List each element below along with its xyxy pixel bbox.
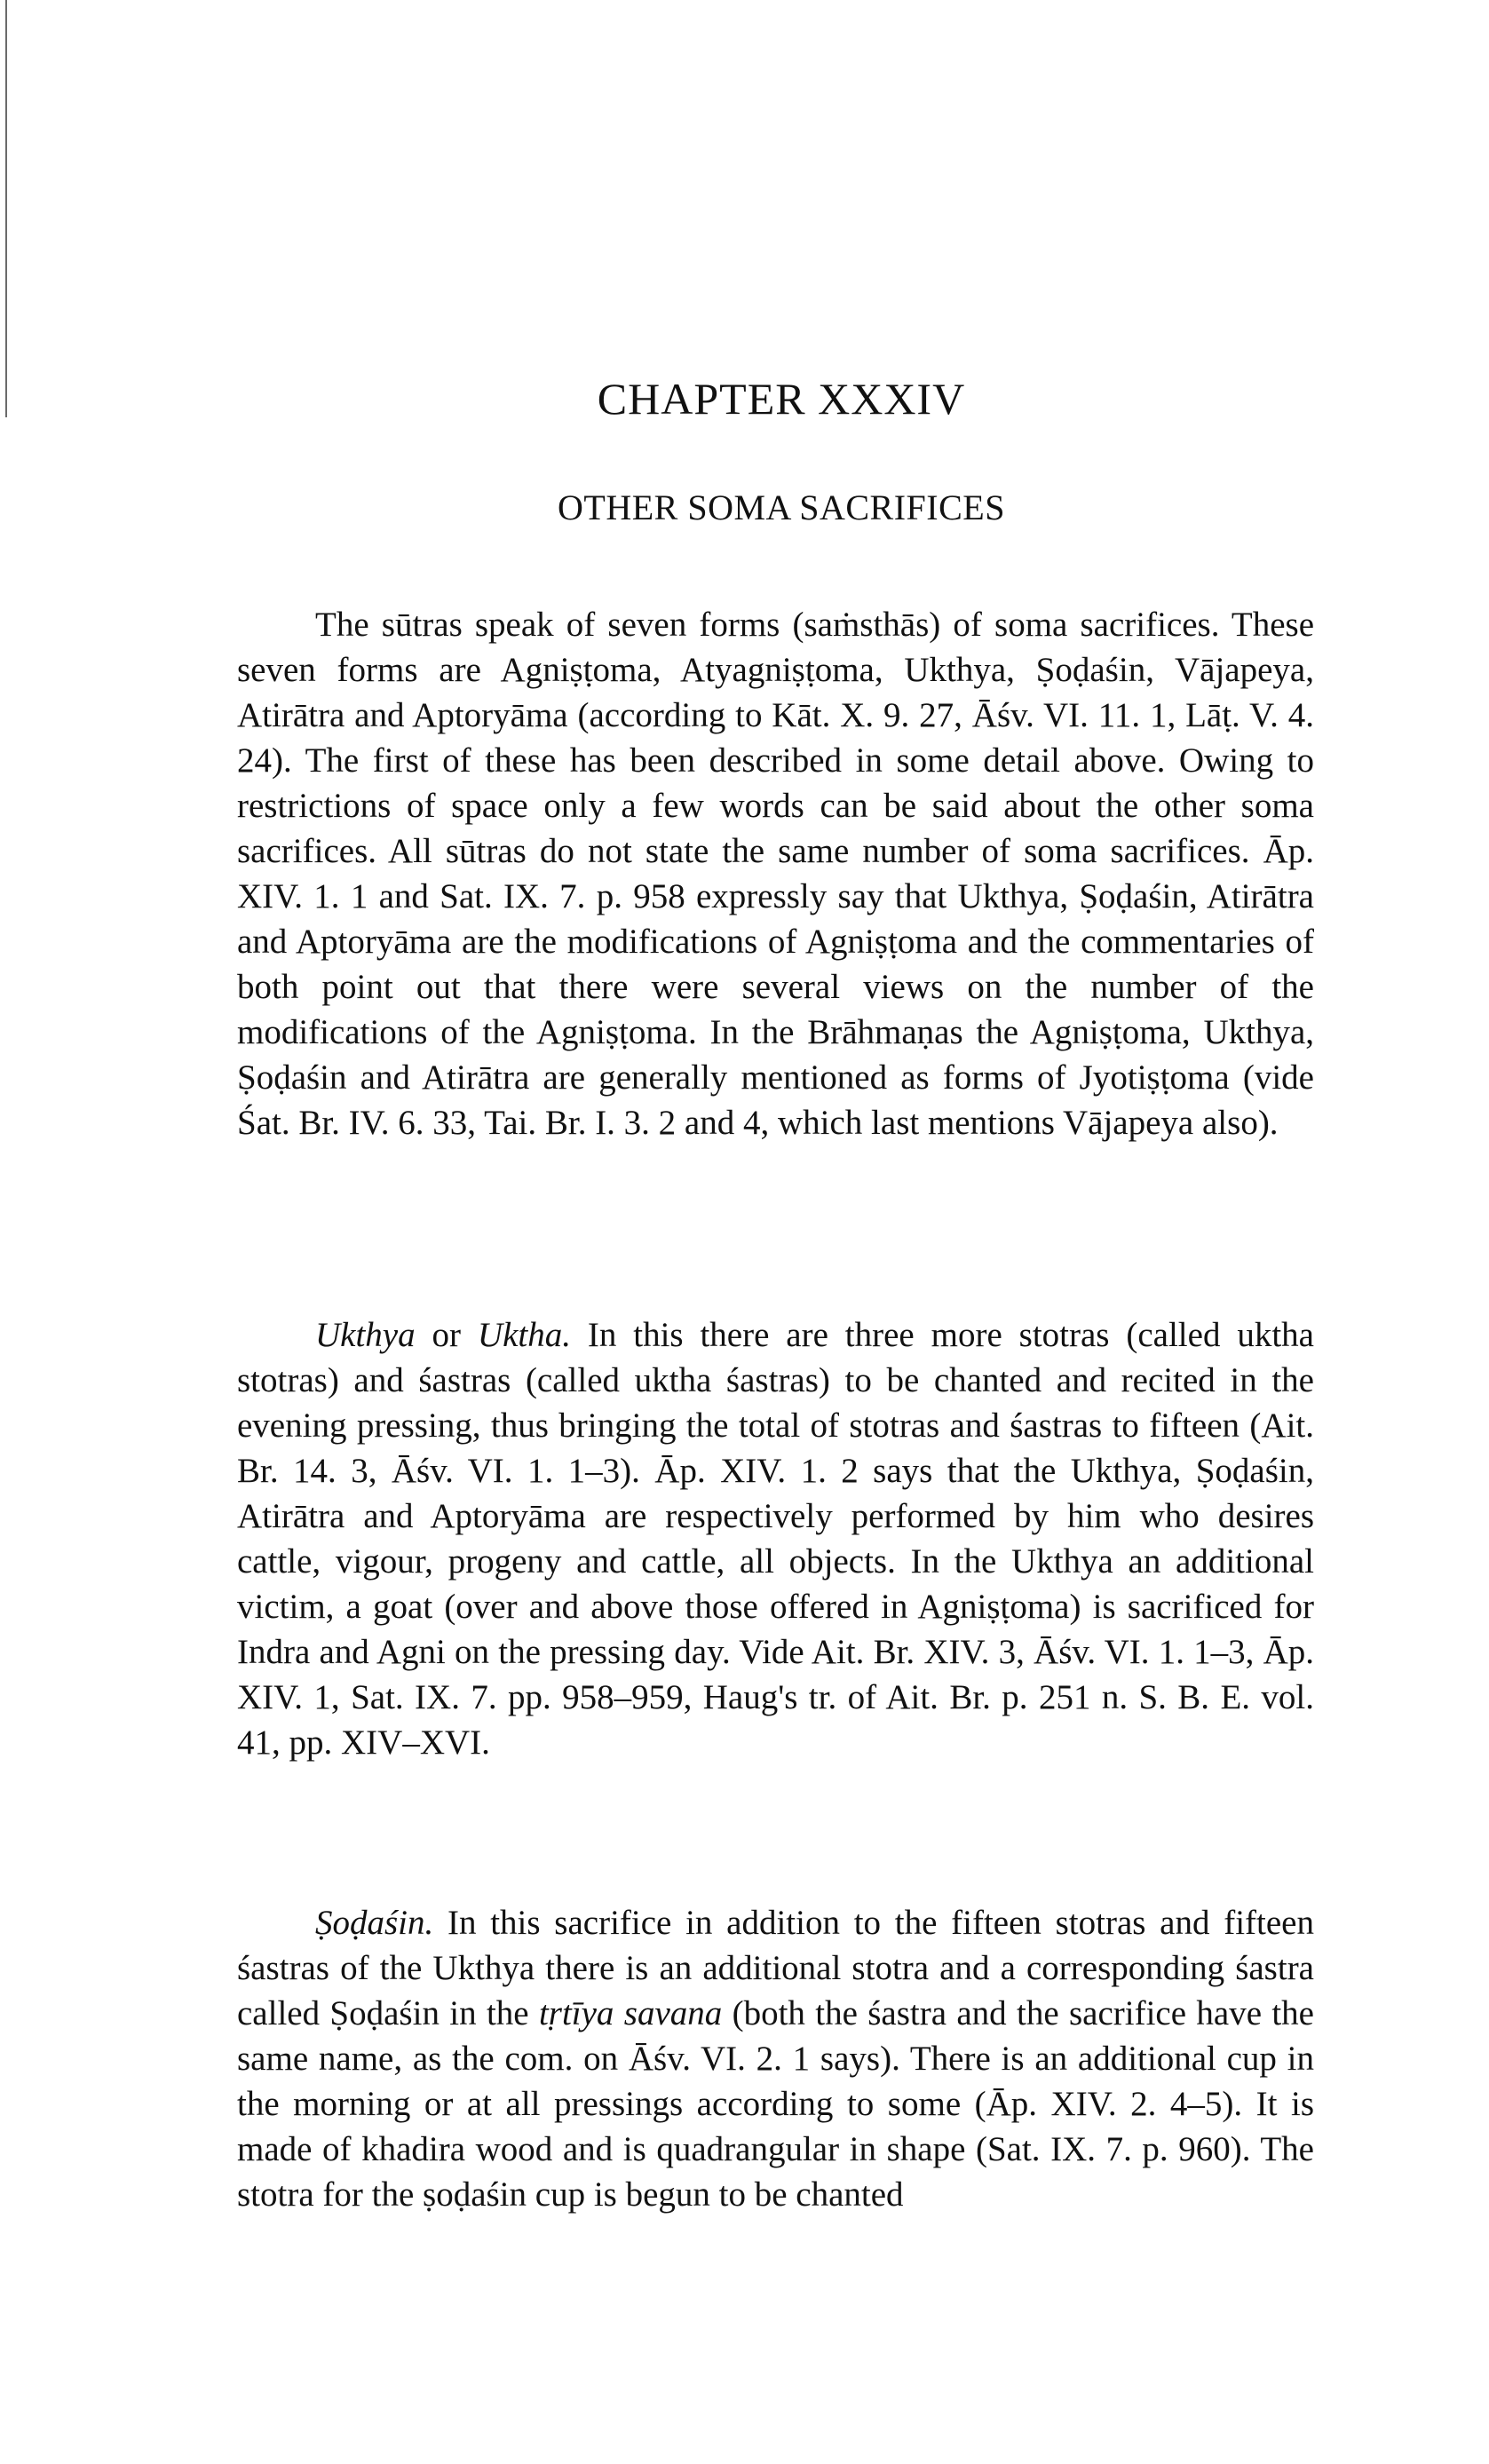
paragraph-lead-uktha: Uktha. [477,1316,571,1354]
paragraph-lead-ukthya: Ukthya [315,1316,416,1354]
paragraph-body-part-2: (both the śastra and the sacrifice have the same name, as the com. on Āśv. VI. 2. 1 says). There is an additional cup in the morning or at all pressings according to some (Āp. XIV. 2. 4–5). It is made of khadira wood and is quadrangular in shape (Sat. IX. 7. p. 960). The stotra for the ṣoḍaśin cup is begun to be chanted [237,1994,1314,2214]
paragraph-lead-separator: or [415,1316,478,1354]
paragraph-soma-forms: The sūtras speak of seven forms (saṁsthās) of soma sacrifices. These seven forms are Agniṣṭoma, Atyagniṣṭoma, Ukthya, Ṣoḍaśin, Vājapeya, Atirātra and Aptoryāma (according to Kāt. X. 9. 27, Āśv. VI. 11. 1, Lāṭ. V. 4. 24). The first of these has been described in some detail above. Owing to restrictions of space only a few words can be said about the other soma sacrifices. All sūtras do not state the same number of soma sacrifices. Āp. XIV. 1. 1 and Sat. IX. 7. p. 958 expressly say that Ukthya, Ṣoḍaśin, Atirātra and Aptoryāma are the modifications of Agniṣṭoma and the commentaries of both point out that there were several views on the number of the modifications of the Agniṣṭoma. In the Brāhmaṇas the Agniṣṭoma, Ukthya, Ṣoḍaśin and Atirātra are generally mentioned as forms of Jyotiṣṭoma (vide Śat. Br. IV. 6. 33, Tai. Br. I. 3. 2 and 4, which last mentions Vājapeya also). [237,606,1314,1142]
paragraph-body: In this there are three more stotras (called uktha stotras) and śastras (called uktha śastras) to be chanted and recited in the evening pressing, thus bringing the total of stotras and śastras to fifteen (Ait. Br. 14. 3, Āśv. VI. 1. 1–3). Āp. XIV. 1. 2 says that the Ukthya, Ṣoḍaśin, Atirātra and Aptoryāma are respectively performed by him who desires cattle, vigour, progeny and cattle, all objects. In the Ukthya an additional victim, a goat (over and above those offered in Agniṣṭoma) is sacrificed for Indra and Agni on the pressing day. Vide Ait. Br. XIV. 3, Āśv. VI. 1. 1–3, Āp. XIV. 1, Sat. IX. 7. pp. 958–959, Haug's tr. of Ait. Br. p. 251 n. S. B. E. vol. 41, pp. XIV–XVI. [237,1316,1314,1762]
paragraph-italic-term: tṛtīya savana [538,1994,723,2032]
paragraph-body-part-1: In this sacrifice in addition to the fifteen stotras and fifteen śastras of the Ukthya there is an additional stotra and a corresponding śastra called Ṣoḍaśin in the [237,1904,1314,2032]
chapter-heading: CHAPTER XXXIV [597,374,966,424]
paragraph-sodasin [237,1900,1314,2217]
page-edge-line [5,0,7,417]
paragraph-lead-sodasin: Ṣoḍaśin. [315,1904,434,1942]
chapter-title: OTHER SOMA SACRIFICES [558,487,1005,527]
paragraph-ukthya [237,1312,1314,1765]
